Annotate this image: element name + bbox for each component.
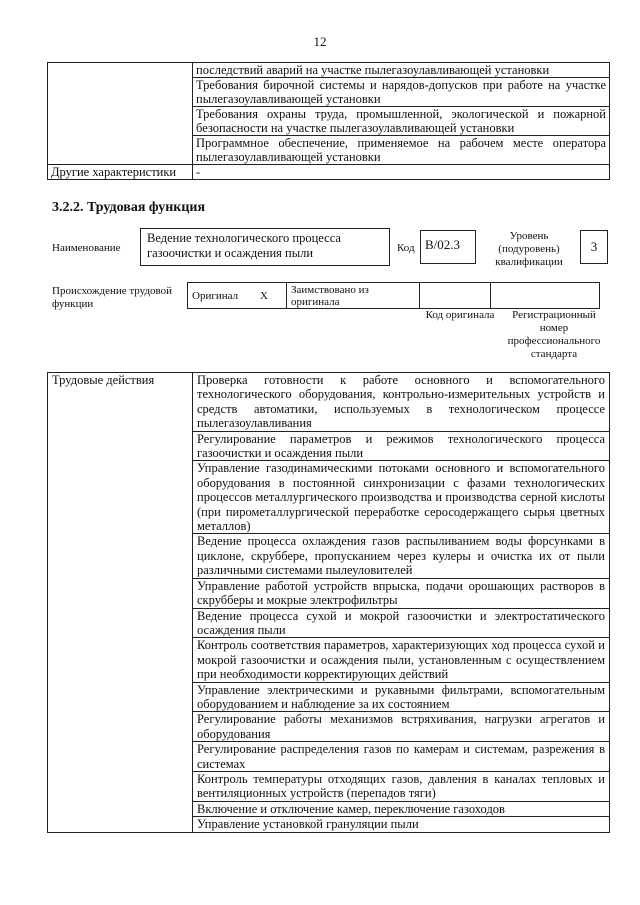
registration-number-caption: Регистрационный номер профессионального стандарта	[507, 309, 601, 360]
function-name-field: Ведение технологического процесса газоочистки и осаждения пыли	[140, 228, 390, 266]
labor-action-item: Управление работой устройств впрыска, подачи орошающих растворов в скрубберы и мокрые электрофильтры	[193, 578, 610, 608]
labor-actions-label: Трудовые действия	[48, 373, 193, 833]
borrowed-label: Заимствовано из оригинала	[287, 283, 420, 309]
registration-number-cell	[491, 283, 600, 309]
labor-action-item: Управление установкой грануляции пыли	[193, 817, 610, 832]
labor-action-item: Контроль температуры отходящих газов, давления в каналах тепловых и вентиляционных устройств (перепадов тяги)	[193, 771, 610, 801]
labor-action-item: Управление электрическими и рукавными фильтрами, вспомогательным оборудованием и наблюдение за их состоянием	[193, 682, 610, 712]
labor-action-item: Регулирование работы механизмов встряхивания, нагрузки агрегатов и оборудования	[193, 712, 610, 742]
labor-action-item: Управление газодинамическими потоками основного и вспомогательного оборудования в постоянной синхронизации с фазами технологических процессов металлургического производства и производства серной кислоты (при пирометаллургической переработке серосодержащего сырья цветных металлов)	[193, 461, 610, 534]
table-cell-label	[48, 63, 193, 165]
labor-action-item: Регулирование распределения газов по камерам и системам, разрежения в системах	[193, 742, 610, 772]
section-title: 3.2.2. Трудовая функция	[52, 200, 206, 215]
name-label: Наименование	[52, 242, 121, 254]
code-label: Код	[397, 242, 415, 254]
table-cell-value: Требования бирочной системы и нарядов-допусков при работе на участке пылегазоулавливающей установки	[193, 78, 610, 107]
original-label: Оригинал	[188, 283, 257, 309]
table-cell-value: Требования охраны труда, промышленной, экологической и пожарной безопасности на участке пылегазоулавливающей установки	[193, 107, 610, 136]
qualification-level-label: Уровень (подуровень) квалификации	[495, 230, 563, 268]
labor-actions-table	[47, 372, 610, 833]
function-code-field: B/02.3	[420, 230, 476, 264]
table-cell-value: Программное обеспечение, применяемое на рабочем месте оператора пылегазоулавливающей установки	[193, 136, 610, 165]
other-characteristics-value: -	[193, 165, 610, 180]
labor-action-item: Включение и отключение камер, переключение газоходов	[193, 801, 610, 816]
other-characteristics-label: Другие характеристики	[48, 165, 193, 180]
knowledge-table-continuation	[47, 62, 610, 180]
labor-action-item: Проверка готовности к работе основного и вспомогательного технологического оборудования, контрольно-измерительных устройств и средств автоматики, используемых в технологическом процессе пылегазоулавливания	[193, 373, 610, 432]
labor-action-item: Контроль соответствия параметров, характеризующих ход процесса сухой и мокрой газоочистки и осаждения пыли, установленным с осуществлением при необходимости корректирующих действий	[193, 638, 610, 682]
original-mark: X	[256, 283, 287, 309]
table-row	[48, 165, 610, 180]
code-original-cell	[420, 283, 491, 309]
table-row	[188, 283, 600, 309]
origin-table	[187, 282, 600, 309]
qualification-level-field: 3	[580, 230, 608, 264]
code-original-caption: Код оригинала	[425, 309, 495, 321]
labor-action-item: Регулирование параметров и режимов технологического процесса газоочистки и осаждения пыли	[193, 431, 610, 461]
table-row	[48, 373, 610, 432]
table-row	[48, 63, 610, 78]
page-number: 12	[313, 34, 327, 49]
labor-action-item: Ведение процесса сухой и мокрой газоочистки и электростатического осаждения пыли	[193, 608, 610, 638]
origin-label: Происхождение трудовой функции	[52, 285, 173, 310]
table-cell-value: последствий аварий на участке пылегазоулавливающей установки	[193, 63, 610, 78]
labor-action-item: Ведение процесса охлаждения газов распыливанием воды форсунками в циклоне, скруббере, пропусканием через кулеры и очистка их от пыли различными системами пылеуловителей	[193, 534, 610, 578]
